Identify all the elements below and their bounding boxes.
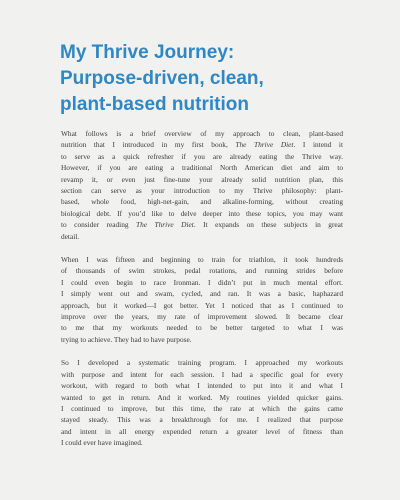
text-line	[61, 196, 343, 207]
text-run: and intent in all energy expended return a greater level of fitness than	[61, 426, 343, 436]
text-run: with purpose and intent for each session. I had a specific goal for every	[61, 369, 343, 379]
text-line	[61, 311, 343, 322]
text-run: When I was fifteen and beginning to train for triathlon, it took hundreds	[61, 255, 343, 265]
text-line	[61, 277, 343, 288]
text-run: I could even begin to race Ironman. I didn’t put in much mental effort.	[61, 277, 343, 287]
text-run: of thousands of swim strokes, pedal rotations, and running strides before	[61, 266, 343, 276]
text-line	[61, 300, 343, 311]
text-run: section can serve as your introduction to my Thrive philosophy: plant-	[61, 185, 343, 195]
text-line	[61, 369, 343, 380]
title-line: Purpose-driven, clean,	[60, 68, 264, 89]
paragraph	[61, 128, 343, 242]
text-line	[61, 139, 343, 150]
text-run: What follows is a brief overview of my approach to clean, plant-based	[61, 129, 343, 138]
text-run: based, whole food, high-net-gain, and alkaline-forming, without creating	[61, 197, 343, 207]
text-run: revamp it, or even just fine-tune your already solid nutrition plan, this	[61, 174, 343, 184]
text-run: trying to achieve. They had to have purpose.	[61, 334, 192, 344]
book-title-italic: The Thrive Diet	[136, 220, 194, 230]
text-run: . It expands on these subjects in great	[193, 220, 343, 230]
text-line	[61, 162, 343, 173]
text-line	[61, 265, 343, 276]
text-run: to me that my workouts needed to be better targeted to what I was	[61, 323, 343, 333]
text-run: workout, with regard to both what I intended to put into it and what I	[61, 381, 343, 391]
paragraph	[61, 254, 343, 345]
text-line	[61, 231, 343, 242]
page-title	[60, 40, 360, 118]
text-line	[61, 185, 343, 196]
text-run: to serve as a quick refresher if you are already eating the Thrive way.	[61, 151, 343, 161]
text-line	[61, 380, 343, 391]
text-line	[61, 403, 343, 414]
title-line: My Thrive Journey:	[60, 42, 235, 63]
text-line	[61, 437, 343, 448]
text-line	[61, 414, 343, 425]
text-run: I could ever have imagined.	[61, 438, 143, 448]
text-run: stayed steady. This was a breakthrough for me. I realized that purpose	[61, 415, 343, 425]
text-run: improve over the years, my rate of improvement slowed. It became clear	[61, 312, 343, 322]
text-run: wanted to get in return. And it worked. My routines yielded quicker gains.	[61, 392, 343, 402]
title-line: plant-based nutrition	[60, 94, 249, 115]
text-line	[61, 254, 343, 265]
text-run: . I intend it	[293, 140, 343, 150]
text-line	[61, 357, 343, 368]
text-line	[61, 128, 343, 139]
book-title-italic: The Thrive Diet	[235, 140, 294, 150]
text-run: approach, but it worked—I got better. Yet I noticed that as I continued to	[61, 300, 343, 310]
text-line	[61, 322, 343, 333]
text-line	[61, 151, 343, 162]
text-run: biological debt. If you’d like to delve deeper into these topics, you may want	[61, 208, 343, 218]
text-line	[61, 334, 343, 345]
text-run: So I developed a systematic training program. I approached my workouts	[61, 358, 343, 368]
text-line	[61, 174, 343, 185]
paragraph	[61, 357, 343, 448]
text-line	[61, 426, 343, 437]
text-run: I continued to improve, but this time, the rate at which the gains came	[61, 403, 343, 413]
body-text	[61, 128, 343, 449]
text-run: However, if you are eating a traditional North American diet and aim to	[61, 163, 343, 173]
text-line	[61, 288, 343, 299]
text-run: detail.	[61, 231, 80, 241]
text-line	[61, 219, 343, 230]
text-run: nutrition that I introduced in my first book,	[61, 140, 236, 150]
text-run: to consider reading	[61, 220, 137, 230]
text-line	[61, 208, 343, 219]
text-line	[61, 392, 343, 403]
text-run: I simply went out and swam, cycled, and ran. It was a basic, haphazard	[61, 289, 343, 299]
